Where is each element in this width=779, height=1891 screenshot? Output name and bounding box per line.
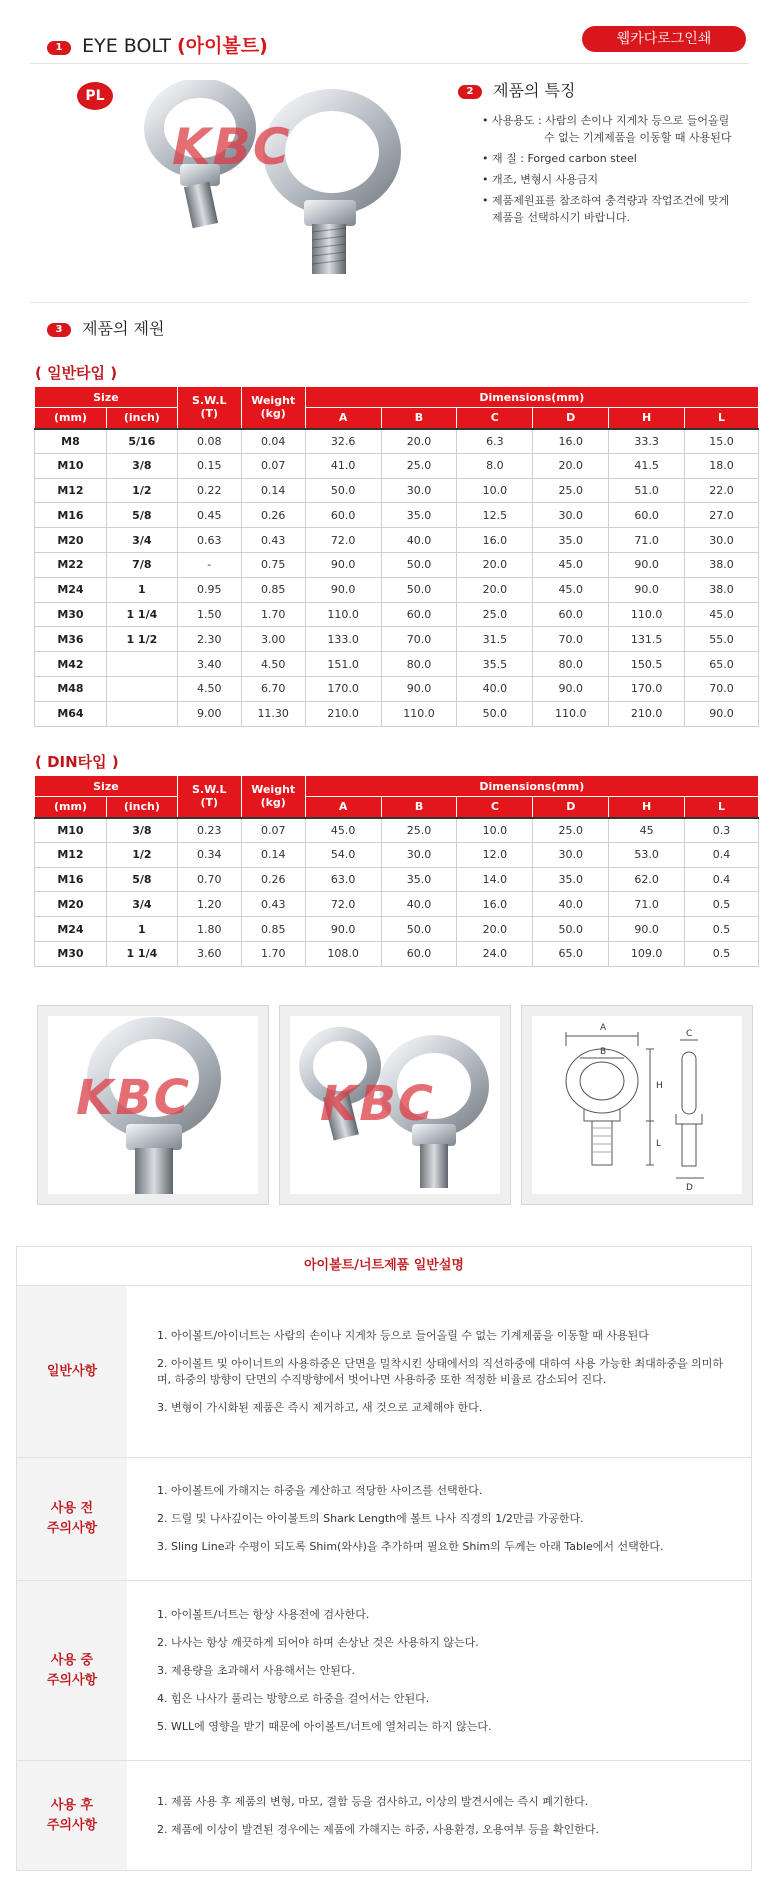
table-cell: 9.00: [177, 701, 241, 726]
table-cell: 41.0: [305, 453, 381, 478]
table-cell: 10.0: [457, 478, 533, 503]
table-cell: 20.0: [457, 552, 533, 577]
guide-section-body: [127, 1581, 751, 1760]
dimension-label-d: D: [686, 1183, 693, 1193]
table-row: [35, 528, 759, 553]
web-catalog-print-button[interactable]: 웹카다로그인쇄: [582, 26, 746, 52]
table-row: [35, 892, 759, 917]
table-cell: 50.0: [457, 701, 533, 726]
table-cell: 0.34: [177, 842, 241, 867]
table-cell: 0.23: [177, 818, 241, 843]
table-cell: 71.0: [609, 892, 685, 917]
table-cell: 5/16: [106, 429, 177, 454]
table-cell: 150.5: [609, 652, 685, 677]
table-cell: 90.0: [305, 917, 381, 942]
table-cell: -: [177, 552, 241, 577]
table-cell: M10: [35, 818, 107, 843]
table-cell: M20: [35, 892, 107, 917]
table-cell: 20.0: [457, 917, 533, 942]
table-cell: 16.0: [533, 429, 609, 454]
table-cell: M24: [35, 577, 107, 602]
general-type-table: [34, 386, 759, 727]
features-header: [458, 78, 575, 101]
table-row: [35, 867, 759, 892]
table-cell: 25.0: [381, 453, 457, 478]
dimension-col-header: B: [381, 408, 457, 429]
table-cell: 50.0: [381, 577, 457, 602]
dimensions-header: Dimensions(mm): [305, 387, 758, 408]
table-cell: 0.07: [241, 453, 305, 478]
table-cell: 38.0: [685, 552, 759, 577]
table-cell: 35.0: [533, 528, 609, 553]
table-cell: M42: [35, 652, 107, 677]
table-cell: 0.70: [177, 867, 241, 892]
table-cell: 0.4: [685, 867, 759, 892]
guide-section-head: 사용 후 주의사항: [17, 1761, 127, 1870]
table-cell: 24.0: [457, 941, 533, 966]
table-cell: 0.22: [177, 478, 241, 503]
table-cell: 1.70: [241, 941, 305, 966]
table-cell: 3/8: [106, 453, 177, 478]
table-cell: 63.0: [305, 867, 381, 892]
table-cell: 22.0: [685, 478, 759, 503]
table-cell: 0.5: [685, 941, 759, 966]
dimension-drawing-icon: [532, 1016, 742, 1194]
weight-header: Weight (kg): [241, 387, 305, 429]
table-cell: 5/8: [106, 867, 177, 892]
table-cell: 70.0: [685, 676, 759, 701]
table-cell: M30: [35, 941, 107, 966]
table-cell: 110.0: [609, 602, 685, 627]
guide-item: 3. 변형이 가시화된 제품은 즉시 제거하고, 새 것으로 교체해야 한다.: [157, 1400, 483, 1414]
table-row: [35, 941, 759, 966]
table-cell: 0.5: [685, 917, 759, 942]
table-cell: 90.0: [381, 676, 457, 701]
table-cell: 170.0: [305, 676, 381, 701]
table-cell: 0.5: [685, 892, 759, 917]
table-row: [35, 917, 759, 942]
table-cell: 1.50: [177, 602, 241, 627]
dimension-col-header: B: [381, 797, 457, 818]
table-cell: 0.85: [241, 577, 305, 602]
table-cell: 90.0: [305, 577, 381, 602]
table-cell: 60.0: [609, 503, 685, 528]
table-cell: 33.3: [609, 429, 685, 454]
table-cell: 0.95: [177, 577, 241, 602]
table-cell: 2.30: [177, 627, 241, 652]
table-cell: 210.0: [609, 701, 685, 726]
table-cell: 12.5: [457, 503, 533, 528]
guide-section-head: 일반사항: [17, 1286, 127, 1457]
title-ko: (아이볼트): [177, 35, 268, 57]
feature-item: • 개조, 변형시 사용금지: [482, 173, 599, 186]
table-cell: 110.0: [533, 701, 609, 726]
guide-item: 2. 아이볼트 및 아이너트의 사용하중은 단면을 밀착시킨 상태에서의 직선하중에 대하여 사용 가능한 최대하중을 의미하며, 하중의 방향이 단면의 수직방향에서 벗어나면 사용하중 또한 적정한 비율로 감소되어 진다.: [157, 1356, 723, 1386]
table-cell: 90.0: [533, 676, 609, 701]
table-cell: 10.0: [457, 818, 533, 843]
section-number-badge: 3: [47, 323, 71, 337]
guide-section-during-use: [17, 1580, 751, 1760]
guide-item: 1. 아이볼트에 가해지는 하중을 계산하고 적당한 사이즈를 선택한다.: [157, 1484, 483, 1497]
table-cell: 62.0: [609, 867, 685, 892]
table-cell: 40.0: [533, 892, 609, 917]
table-cell: 0.43: [241, 528, 305, 553]
table-cell: 30.0: [381, 842, 457, 867]
table-cell: 6.3: [457, 429, 533, 454]
section-number-badge: 1: [47, 41, 71, 55]
table-cell: M20: [35, 528, 107, 553]
table-cell: 25.0: [457, 602, 533, 627]
inch-header: (inch): [106, 408, 177, 429]
table-cell: 1.80: [177, 917, 241, 942]
table-cell: 72.0: [305, 892, 381, 917]
dimension-label-b: B: [600, 1047, 607, 1057]
features-list: [482, 112, 752, 226]
table-cell: 1: [106, 577, 177, 602]
table-cell: 70.0: [533, 627, 609, 652]
table-cell: 110.0: [381, 701, 457, 726]
table-cell: 30.0: [381, 478, 457, 503]
table-cell: 0.4: [685, 842, 759, 867]
table-cell: M8: [35, 429, 107, 454]
section-number-badge: 2: [458, 85, 482, 99]
mm-header: (mm): [35, 408, 107, 429]
table-cell: 0.08: [177, 429, 241, 454]
din-type-table: [34, 775, 759, 967]
table-cell: M36: [35, 627, 107, 652]
table-cell: 0.07: [241, 818, 305, 843]
table-cell: 16.0: [457, 892, 533, 917]
guide-section-body: [127, 1458, 751, 1580]
table-cell: 90.0: [685, 701, 759, 726]
general-type-title: ( 일반타입 ): [35, 364, 118, 382]
table-cell: 210.0: [305, 701, 381, 726]
feature-item: • 제품제원표를 참조하여 충격량과 작업조건에 맞게: [482, 194, 730, 207]
table-cell: 131.5: [609, 627, 685, 652]
table-cell: 40.0: [381, 892, 457, 917]
table-cell: M10: [35, 453, 107, 478]
table-cell: 4.50: [241, 652, 305, 677]
table-cell: 45.0: [533, 552, 609, 577]
table-cell: M16: [35, 867, 107, 892]
table-cell: 30.0: [533, 503, 609, 528]
table-cell: 0.75: [241, 552, 305, 577]
size-header: Size: [35, 387, 178, 408]
guide-section-head: 사용 중 주의사항: [17, 1581, 127, 1760]
table-row: [35, 429, 759, 454]
table-cell: 20.0: [457, 577, 533, 602]
dimension-label-c: C: [686, 1029, 693, 1039]
dimensions-header: Dimensions(mm): [305, 776, 758, 797]
spec-header: [47, 316, 164, 339]
table-cell: 0.63: [177, 528, 241, 553]
table-cell: 41.5: [609, 453, 685, 478]
dimension-col-header: A: [305, 408, 381, 429]
table-cell: 31.5: [457, 627, 533, 652]
table-cell: 40.0: [457, 676, 533, 701]
table-cell: 90.0: [609, 552, 685, 577]
table-cell: 1: [106, 917, 177, 942]
dimension-col-header: D: [533, 408, 609, 429]
table-cell: 16.0: [457, 528, 533, 553]
table-cell: 70.0: [381, 627, 457, 652]
table-cell: 20.0: [533, 453, 609, 478]
table-row: [35, 552, 759, 577]
table-row: [35, 842, 759, 867]
table-cell: 53.0: [609, 842, 685, 867]
product-image: [72, 80, 440, 280]
table-cell: 3/8: [106, 818, 177, 843]
guide-item: 3. 제용량을 초과해서 사용해서는 안된다.: [157, 1663, 355, 1677]
table-cell: 0.26: [241, 867, 305, 892]
table-cell: 45.0: [533, 577, 609, 602]
table-row: [35, 503, 759, 528]
table-cell: [106, 652, 177, 677]
table-cell: 50.0: [533, 917, 609, 942]
table-row: [35, 602, 759, 627]
feature-item: • 재 질 : Forged carbon steel: [482, 152, 637, 165]
guide-item: 4. 힘은 나사가 풀리는 방향으로 하중을 걸어서는 안된다.: [157, 1691, 430, 1705]
table-cell: 35.0: [533, 867, 609, 892]
table-cell: 54.0: [305, 842, 381, 867]
table-cell: 3.00: [241, 627, 305, 652]
guide-section-head: 사용 전 주의사항: [17, 1458, 127, 1580]
dimension-col-header: C: [457, 408, 533, 429]
kbc-watermark: KBC: [320, 1076, 436, 1132]
table-cell: 1.70: [241, 602, 305, 627]
guide-item: 2. 제품에 이상이 발견된 경우에는 제품에 가해지는 하중, 사용환경, 오용여부 등을 확인한다.: [157, 1822, 599, 1836]
header-divider: [30, 63, 749, 64]
guide-section-after-use: [17, 1760, 751, 1870]
table-cell: 40.0: [381, 528, 457, 553]
table-cell: 0.26: [241, 503, 305, 528]
guide-title: 아이볼트/너트제품 일반설명: [304, 1258, 464, 1273]
table-row: [35, 701, 759, 726]
dimension-col-header: H: [609, 408, 685, 429]
general-type-table-wrap: [34, 386, 759, 727]
table-cell: 51.0: [609, 478, 685, 503]
table-cell: 1 1/2: [106, 627, 177, 652]
table-row: [35, 453, 759, 478]
table-cell: M24: [35, 917, 107, 942]
table-cell: 151.0: [305, 652, 381, 677]
feature-item: 제품을 선택하시기 바랍니다.: [492, 211, 631, 224]
table-cell: 170.0: [609, 676, 685, 701]
guide-item: 1. 제품 사용 후 제품의 변형, 마모, 결함 등을 검사하고, 이상의 발견시에는 즉시 폐기한다.: [157, 1794, 589, 1808]
table-cell: 60.0: [533, 602, 609, 627]
table-cell: 90.0: [305, 552, 381, 577]
table-cell: 90.0: [609, 917, 685, 942]
dimension-label-l: L: [656, 1139, 662, 1149]
table-cell: 20.0: [381, 429, 457, 454]
dimension-col-header: L: [685, 797, 759, 818]
inch-header: (inch): [106, 797, 177, 818]
dimension-label-h: H: [656, 1081, 663, 1091]
table-cell: 7/8: [106, 552, 177, 577]
table-cell: 15.0: [685, 429, 759, 454]
table-cell: M48: [35, 676, 107, 701]
table-cell: 72.0: [305, 528, 381, 553]
table-cell: 133.0: [305, 627, 381, 652]
table-cell: 55.0: [685, 627, 759, 652]
table-cell: 4.50: [177, 676, 241, 701]
table-cell: 80.0: [381, 652, 457, 677]
table-cell: 18.0: [685, 453, 759, 478]
dimension-col-header: H: [609, 797, 685, 818]
table-cell: 0.85: [241, 917, 305, 942]
size-header: Size: [35, 776, 178, 797]
table-cell: 0.15: [177, 453, 241, 478]
guide-section-general: [17, 1285, 751, 1457]
table-cell: 25.0: [533, 478, 609, 503]
guide-item: 2. 나사는 항상 깨끗하게 되어야 하며 손상난 것은 사용하지 않는다.: [157, 1635, 479, 1649]
table-cell: 6.70: [241, 676, 305, 701]
table-cell: 80.0: [533, 652, 609, 677]
guide-item: 1. 아이볼트/아이너트는 사람의 손이나 지게차 등으로 들어올릴 수 없는 기계제품을 이동할 때 사용된다: [157, 1328, 649, 1342]
divider: [30, 302, 749, 303]
title-en: EYE BOLT: [82, 35, 171, 57]
table-cell: 3/4: [106, 528, 177, 553]
table-cell: 1 1/4: [106, 602, 177, 627]
table-cell: 65.0: [685, 652, 759, 677]
table-row: [35, 577, 759, 602]
weight-header: Weight (kg): [241, 776, 305, 818]
table-cell: 12.0: [457, 842, 533, 867]
eye-bolt-photo-icon: [122, 80, 442, 280]
table-cell: 1/2: [106, 842, 177, 867]
table-cell: 5/8: [106, 503, 177, 528]
guide-item: 3. Sling Line과 수평이 되도록 Shim(와샤)을 추가하며 필요한 Shim의 두께는 아래 Table에서 선택한다.: [157, 1540, 664, 1553]
table-cell: 3.40: [177, 652, 241, 677]
table-row: [35, 478, 759, 503]
table-cell: 60.0: [305, 503, 381, 528]
table-cell: 3.60: [177, 941, 241, 966]
table-cell: 0.3: [685, 818, 759, 843]
feature-item: • 사용용도 : 사람의 손이나 지게차 등으로 들어올릴: [482, 114, 730, 127]
table-cell: 60.0: [381, 602, 457, 627]
guide-section-body: [127, 1286, 751, 1457]
table-cell: 65.0: [533, 941, 609, 966]
pl-logo: PL: [77, 82, 113, 110]
table-cell: 35.0: [381, 503, 457, 528]
kbc-watermark: KBC: [76, 1070, 192, 1126]
guide-item: 1. 아이볼트/너트는 항상 사용전에 검사한다.: [157, 1607, 370, 1621]
table-cell: M64: [35, 701, 107, 726]
table-cell: 1/2: [106, 478, 177, 503]
table-cell: 25.0: [381, 818, 457, 843]
photo-single-bolt: [37, 1005, 269, 1205]
section-1-header: [47, 31, 268, 58]
kbc-watermark: KBC: [172, 118, 292, 176]
table-cell: 35.5: [457, 652, 533, 677]
table-cell: 109.0: [609, 941, 685, 966]
table-cell: 50.0: [305, 478, 381, 503]
swl-header: S.W.L (T): [177, 776, 241, 818]
table-cell: 0.04: [241, 429, 305, 454]
table-cell: 60.0: [381, 941, 457, 966]
guide-section-before-use: [17, 1457, 751, 1580]
features-title: 제품의 특징: [493, 81, 576, 100]
table-cell: 0.43: [241, 892, 305, 917]
dimension-diagram: [521, 1005, 753, 1205]
general-guide: [16, 1246, 752, 1871]
table-cell: 27.0: [685, 503, 759, 528]
table-cell: M12: [35, 478, 107, 503]
table-cell: 25.0: [533, 818, 609, 843]
table-cell: 1.20: [177, 892, 241, 917]
table-cell: 71.0: [609, 528, 685, 553]
table-cell: 0.14: [241, 842, 305, 867]
table-cell: 35.0: [381, 867, 457, 892]
table-row: [35, 818, 759, 843]
guide-item: 5. WLL에 영향을 받기 때문에 아이볼트/너트에 열처리는 하지 않는다.: [157, 1719, 492, 1733]
din-type-table-wrap: [34, 775, 759, 967]
table-cell: 1 1/4: [106, 941, 177, 966]
spec-title: 제품의 제원: [82, 319, 165, 338]
mm-header: (mm): [35, 797, 107, 818]
guide-section-body: [127, 1761, 751, 1870]
table-cell: 30.0: [533, 842, 609, 867]
table-cell: 108.0: [305, 941, 381, 966]
table-cell: 45.0: [685, 602, 759, 627]
din-type-title: ( DIN타입 ): [35, 753, 119, 771]
dimension-col-header: L: [685, 408, 759, 429]
table-cell: M30: [35, 602, 107, 627]
dimension-col-header: D: [533, 797, 609, 818]
table-row: [35, 627, 759, 652]
table-cell: 38.0: [685, 577, 759, 602]
dimension-col-header: C: [457, 797, 533, 818]
table-cell: 0.45: [177, 503, 241, 528]
table-cell: 90.0: [609, 577, 685, 602]
table-cell: 50.0: [381, 917, 457, 942]
table-cell: 8.0: [457, 453, 533, 478]
photo-two-bolts: [279, 1005, 511, 1205]
table-cell: 45: [609, 818, 685, 843]
page-title: [82, 35, 268, 57]
table-cell: [106, 701, 177, 726]
table-cell: M16: [35, 503, 107, 528]
table-cell: 45.0: [305, 818, 381, 843]
table-cell: M12: [35, 842, 107, 867]
swl-header: S.W.L (T): [177, 387, 241, 429]
table-row: [35, 676, 759, 701]
table-cell: 30.0: [685, 528, 759, 553]
feature-item: 수 없는 기계제품을 이동할 때 사용된다: [544, 131, 732, 144]
table-cell: 11.30: [241, 701, 305, 726]
table-cell: 50.0: [381, 552, 457, 577]
guide-item: 2. 드릴 및 나사깊이는 아이볼트의 Shark Length에 볼트 나사 직경의 1/2만큼 가공한다.: [157, 1512, 584, 1525]
table-cell: 32.6: [305, 429, 381, 454]
table-cell: 3/4: [106, 892, 177, 917]
table-cell: [106, 676, 177, 701]
dimension-label-a: A: [600, 1023, 607, 1033]
table-cell: M22: [35, 552, 107, 577]
dimension-col-header: A: [305, 797, 381, 818]
table-row: [35, 652, 759, 677]
table-cell: 0.14: [241, 478, 305, 503]
table-cell: 14.0: [457, 867, 533, 892]
table-cell: 110.0: [305, 602, 381, 627]
